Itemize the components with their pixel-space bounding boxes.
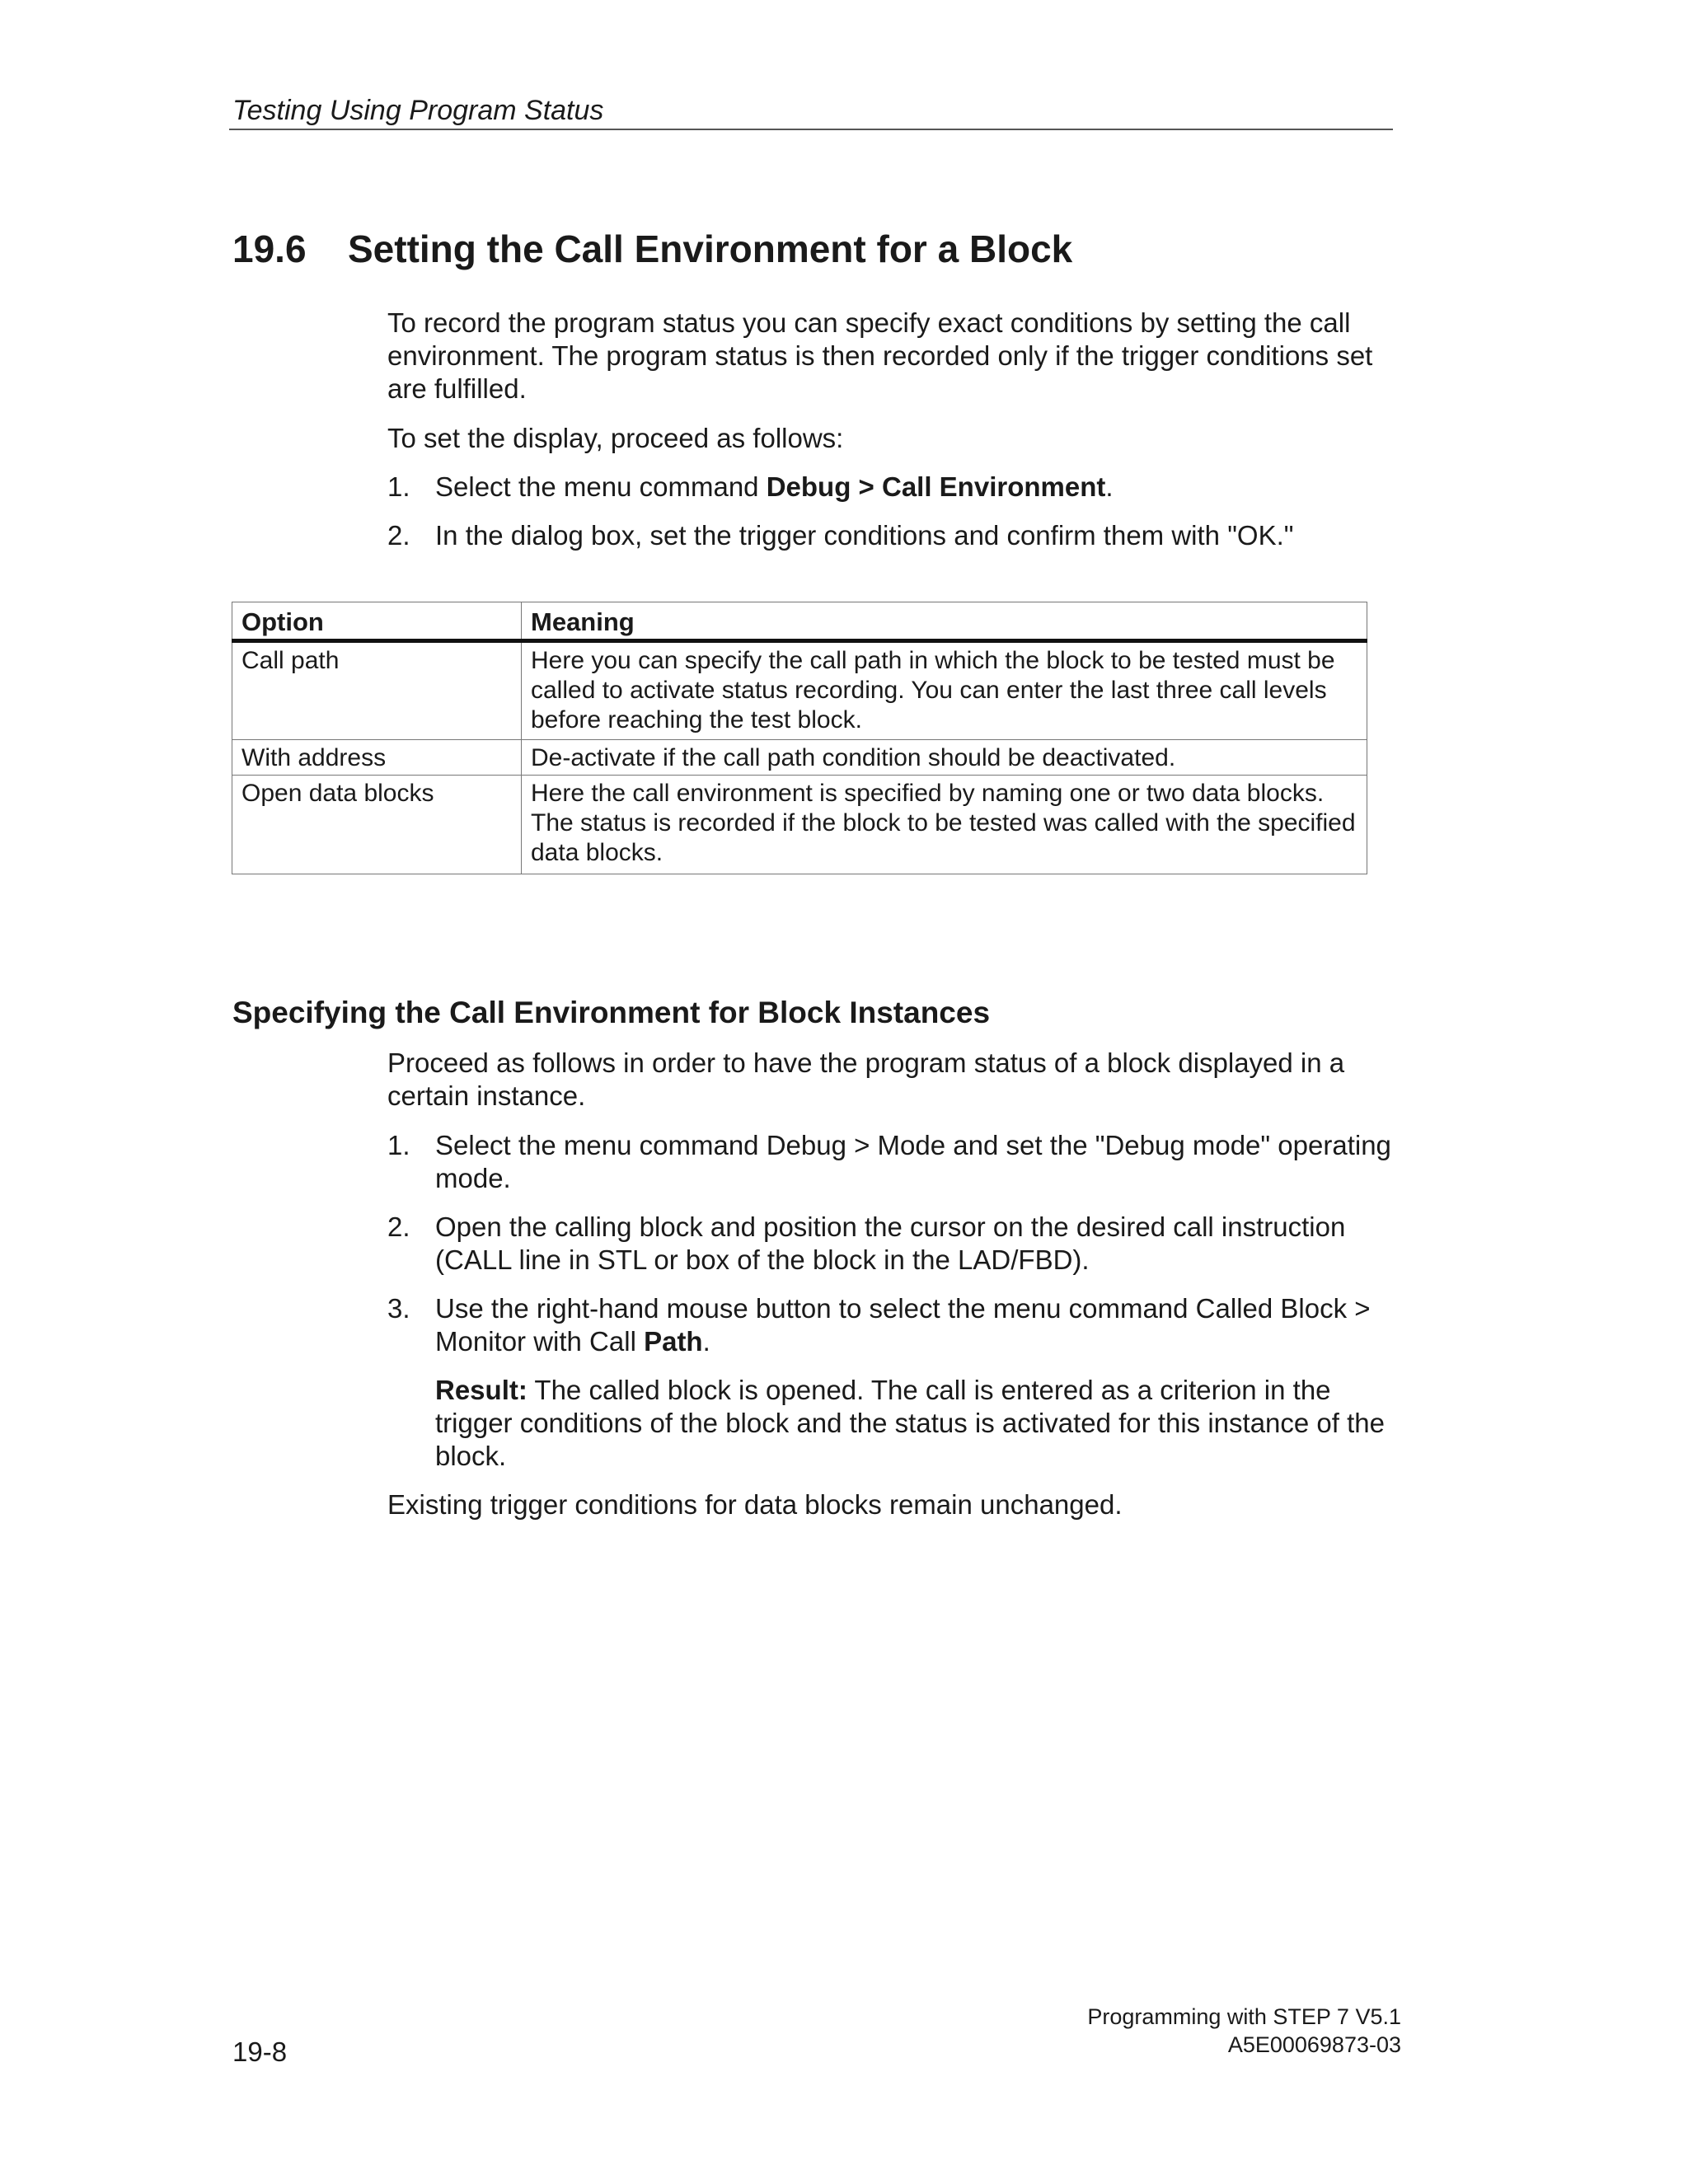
document-title: Programming with STEP 7 V5.1 [1087, 2004, 1401, 2029]
running-header: Testing Using Program Status [232, 95, 604, 126]
option-cell: With address [232, 740, 522, 776]
document-id: A5E00069873-03 [1227, 2032, 1401, 2057]
intro-paragraph: Proceed as follows in order to have the program status of a block displayed in a certain instance. [387, 1047, 1345, 1111]
section-number: 19.6 [232, 227, 307, 270]
table-header-row [232, 602, 1367, 641]
step-item [387, 519, 1401, 552]
option-cell: Open data blocks [232, 776, 522, 874]
menu-command: Path [644, 1326, 703, 1357]
step-text: Select the menu command Debug > Mode and set the "Debug mode" operating mode. [435, 1130, 1391, 1193]
section-intro [387, 307, 1401, 405]
subsection-title: Specifying the Call Environment for Block Instances [232, 996, 991, 1029]
step-text-plain: Select the menu command [435, 471, 767, 502]
closing-paragraph [387, 1488, 1401, 1521]
section-lead [387, 422, 1401, 455]
step-item [387, 1129, 1401, 1195]
step-text: Open the calling block and position the cursor on the desired call instruction (CALL line in STL or box of the block in the LAD/FBD). [435, 1212, 1346, 1275]
options-table [232, 602, 1367, 874]
lead-paragraph: To set the display, proceed as follows: [387, 423, 844, 453]
table-row [232, 776, 1367, 874]
step-text-suffix: . [702, 1326, 710, 1357]
result-text [435, 1374, 1401, 1473]
step-number: 3. [387, 1293, 410, 1324]
meaning-cell: Here the call environment is specified by naming one or two data blocks. The status is recorded if the block to be tested was called with the specified data blocks. [522, 776, 1367, 874]
result-note [387, 1374, 1401, 1473]
step-text [435, 471, 1401, 504]
table-row [232, 740, 1367, 776]
meaning-cell: De-activate if the call path condition should be deactivated. [522, 740, 1367, 776]
intro-paragraph: To record the program status you can specify exact conditions by setting the call environment. The program status is then recorded only if the trigger conditions set are fulfilled. [387, 307, 1373, 404]
step-number: 2. [387, 1212, 410, 1242]
column-header-meaning: Meaning [522, 602, 1367, 641]
step-text-suffix: . [1105, 471, 1114, 502]
result-label: Result: [435, 1375, 528, 1405]
section-title-text: Setting the Call Environment for a Block [348, 227, 1073, 270]
step-text: In the dialog box, set the trigger conditions and confirm them with "OK." [435, 520, 1294, 551]
step-text-plain: Use the right-hand mouse button to select the menu command Called Block > Monitor with Call [435, 1293, 1371, 1357]
step-number: 1. [387, 1130, 410, 1160]
step-number: 1. [387, 471, 410, 502]
option-cell: Call path [232, 641, 522, 740]
table-row [232, 641, 1367, 740]
meaning-cell: Here you can specify the call path in which the block to be tested must be called to activate status recording. You can enter the last three call levels before reaching the test block. [522, 641, 1367, 740]
step-item [387, 1292, 1401, 1358]
footer-document-info [1087, 2003, 1401, 2059]
result-description: The called block is opened. The call is entered as a criterion in the trigger conditions of the block and the status is activated for this instance of the block. [435, 1375, 1385, 1471]
menu-command: Debug > Call Environment [766, 471, 1106, 502]
step-item [387, 1211, 1401, 1277]
step-item [387, 471, 1401, 504]
subsection-intro [387, 1047, 1401, 1113]
header-rule [229, 129, 1393, 130]
closing-text: Existing trigger conditions for data blocks remain unchanged. [387, 1489, 1123, 1520]
section-title [232, 224, 1072, 274]
page-number: 19-8 [232, 2036, 288, 2067]
step-text [435, 1292, 1401, 1358]
column-header-option: Option [232, 602, 522, 641]
step-number: 2. [387, 520, 410, 551]
